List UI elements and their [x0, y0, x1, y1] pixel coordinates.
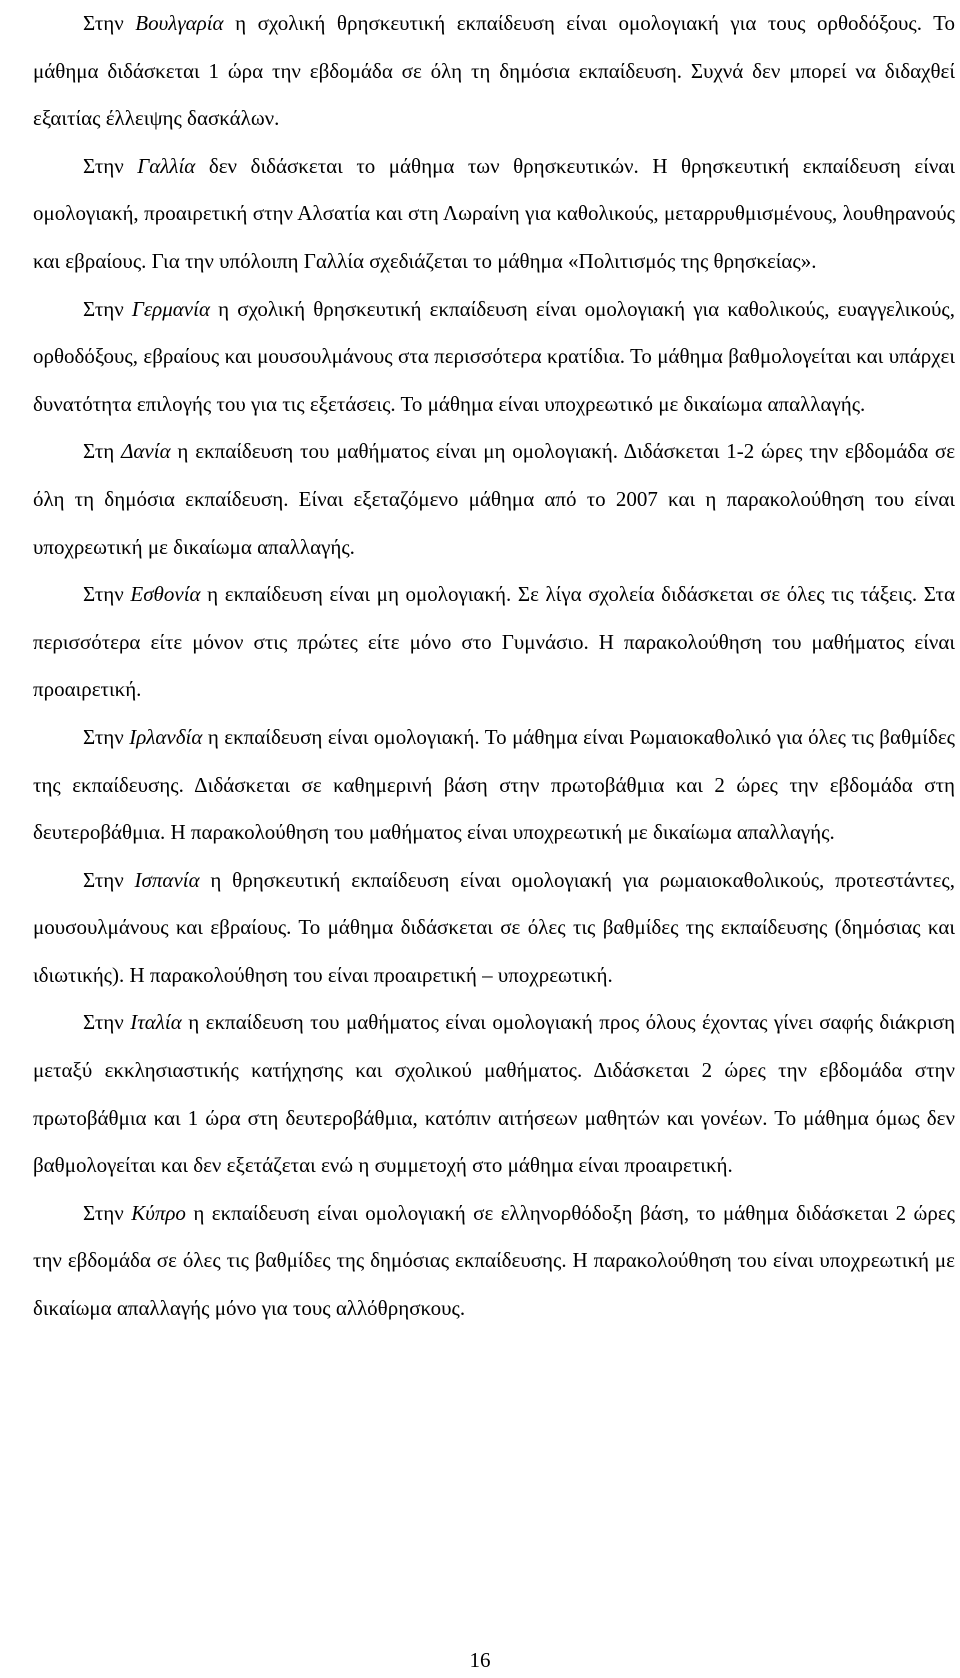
paragraph-cyprus [33, 1190, 955, 1333]
paragraph-estonia [33, 571, 955, 714]
paragraph-ireland [33, 714, 955, 857]
paragraph-france [33, 143, 955, 286]
paragraph-text: η εκπαίδευση είναι ομολογιακή. Το μάθημα είναι Ρωμαιοκαθολικό για όλες τις βαθμίδες της εκπαίδευσης. Διδάσκεται σε καθημερινή βάση στην πρωτοβάθμια και 2 ώρες την εβδομάδα στη δευτεροβάθμια. Η παρακολούθηση του μαθήματος είναι υποχρεωτική με δικαίωμα απαλλαγής. [33, 724, 955, 845]
country-name: Γερμανία [131, 296, 210, 321]
page-number: 16 [469, 1648, 491, 1672]
country-name: Ισπανία [134, 867, 200, 892]
country-name: Βουλγαρία [135, 11, 224, 35]
paragraph-bulgaria [33, 0, 955, 143]
lead-in: Στην [83, 867, 135, 892]
country-name: Δανία [121, 439, 171, 464]
country-name: Ιρλανδία [129, 724, 203, 749]
paragraph-text: δεν διδάσκεται το μάθημα των θρησκευτικών. Η θρησκευτική εκπαίδευση είναι ομολογιακή, προαιρετική στην Αλσατία και στη Λωραίνη για καθολικούς, μεταρρυθμισμένους, λουθηρανούς και εβραίους. Για την υπόλοιπη Γαλλία σχεδιάζεται το μάθημα «Πολιτισμός της θρησκείας». [33, 153, 955, 273]
paragraph-text: η εκπαίδευση είναι μη ομολογιακή. Σε λίγα σχολεία διδάσκεται σε όλες τις τάξεις. Στα περισσότερα είτε μόνον στις πρώτες είτε μόνο στο Γυμνάσιο. Η παρακολούθηση του μαθήματος είναι προαιρετική. [33, 582, 955, 702]
paragraph-text: η σχολική θρησκευτική εκπαίδευση είναι ομολογιακή για καθολικούς, ευαγγελικούς, ορθοδόξους, εβραίους και μουσουλμάνους στα περισσότερα κρατίδια. Το μάθημα βαθμολογείται και υπάρχει δυνατότητα επιλογής του για τις εξετάσεις. Το μάθημα είναι υποχρεωτικό με δικαίωμα απαλλαγής. [33, 296, 955, 416]
paragraph-italy [33, 999, 955, 1189]
paragraph-text: η εκπαίδευση είναι ομολογιακή σε ελληνορθόδοξη βάση, το μάθημα διδάσκεται 2 ώρες την εβδομάδα σε όλες τις βαθμίδες της δημόσιας εκπαίδευσης. Η παρακολούθηση του είναι υποχρεωτική με δικαίωμα απαλλαγής μόνο για τους αλλόθρησκους. [33, 1200, 955, 1321]
paragraph-spain [33, 857, 955, 1000]
body-text [33, 0, 955, 1333]
lead-in: Στην [83, 724, 130, 749]
paragraph-text: η εκπαίδευση του μαθήματος είναι ομολογιακή προς όλους έχοντας γίνει σαφής διάκριση μεταξύ εκκλησιαστικής κατήχησης και σχολικού μαθήματος. Διδάσκεται 2 ώρες την εβδομάδα στην πρωτοβάθμια και 1 ώρα στη δευτεροβάθμια, κατόπιν αιτήσεων μαθητών και γονέων. Το μάθημα όμως δεν βαθμολογείται και δεν εξετάζεται ενώ η συμμετοχή στο μάθημα είναι προαιρετική. [33, 1010, 955, 1178]
country-name: Γαλλία [137, 153, 196, 178]
paragraph-germany [33, 286, 955, 429]
paragraph-text: η εκπαίδευση του μαθήματος είναι μη ομολογιακή. Διδάσκεται 1-2 ώρες την εβδομάδα σε όλη τη δημόσια εκπαίδευση. Είναι εξεταζόμενο μάθημα από το 2007 και η παρακολούθηση του είναι υποχρεωτική με δικαίωμα απαλλαγής. [33, 439, 956, 559]
lead-in: Στην [83, 296, 132, 321]
country-name: Ιταλία [130, 1010, 182, 1035]
lead-in: Στην [83, 582, 131, 607]
lead-in: Στη [83, 439, 122, 464]
paragraph-denmark [33, 428, 955, 571]
lead-in: Στην [83, 1010, 131, 1035]
paragraph-text: η θρησκευτική εκπαίδευση είναι ομολογιακή για ρωμαιοκαθολικούς, προτεστάντες, μουσουλμάνους και εβραίους. Το μάθημα διδάσκεται σε όλες τις βαθμίδες της εκπαίδευσης (δημόσιας και ιδιωτικής). Η παρακολούθηση του είναι προαιρετική – υποχρεωτική. [33, 867, 955, 987]
lead-in: Στην [83, 153, 138, 178]
country-name: Κύπρο [131, 1200, 186, 1225]
lead-in: Στην [83, 11, 136, 35]
country-name: Εσθονία [130, 582, 201, 607]
lead-in: Στην [83, 1200, 132, 1225]
paragraph-text: η σχολική θρησκευτική εκπαίδευση είναι ομολογιακή για τους ορθοδόξους. Το μάθημα διδάσκεται 1 ώρα την εβδομάδα σε όλη τη δημόσια εκπαίδευση. Συχνά δεν μπορεί να διδαχθεί εξαιτίας έλλειψης δασκάλων. [33, 11, 956, 131]
